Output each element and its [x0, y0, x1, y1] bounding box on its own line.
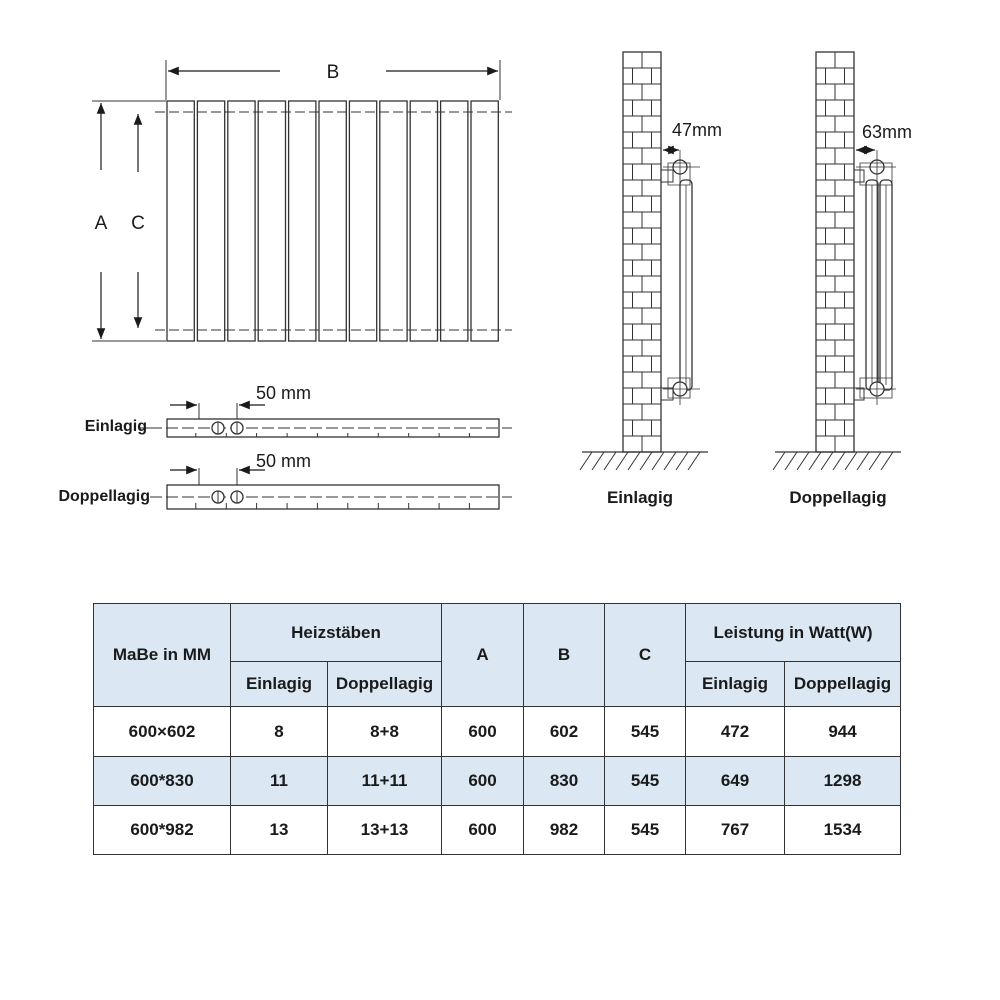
- cell-c: 545: [605, 806, 686, 855]
- cell-watt-doppellagig: 1534: [785, 806, 901, 855]
- tube-spacing-double-label: 50 mm: [256, 451, 312, 471]
- cell-size: 600×602: [94, 707, 231, 757]
- header-b: B: [524, 604, 605, 707]
- table-row: [94, 806, 901, 855]
- cell-einlagig: 8: [231, 707, 328, 757]
- radiator-panel: [349, 101, 376, 341]
- top-view-double: [58, 451, 512, 509]
- cell-c: 545: [605, 707, 686, 757]
- cell-a: 600: [442, 757, 524, 806]
- header-size: MaBe in MM: [94, 604, 231, 707]
- radiator-panel: [319, 101, 346, 341]
- front-view: [92, 60, 512, 341]
- side-view-single: [580, 52, 722, 507]
- side-label-double: Doppellagig: [789, 488, 887, 507]
- spec-table: [93, 603, 901, 855]
- cell-watt-einlagig: 649: [686, 757, 785, 806]
- wall-gap-single-label: 47mm: [672, 120, 723, 140]
- header-doppellagig-heizstaeben: Doppellagig: [328, 662, 442, 707]
- radiator-panel: [441, 101, 468, 341]
- cell-c: 545: [605, 757, 686, 806]
- radiator-panel: [258, 101, 285, 341]
- radiator-panel: [471, 101, 498, 341]
- table-row: [94, 757, 901, 806]
- cell-b: 602: [524, 707, 605, 757]
- dim-c-label: C: [131, 213, 145, 234]
- side-view-double: [773, 52, 912, 507]
- cell-watt-doppellagig: 1298: [785, 757, 901, 806]
- radiator-panel: [197, 101, 224, 341]
- radiator-panel: [289, 101, 316, 341]
- header-heizstaeben: Heizstäben: [231, 604, 442, 662]
- cell-doppellagig: 8+8: [328, 707, 442, 757]
- radiator-panel: [380, 101, 407, 341]
- cell-size: 600*982: [94, 806, 231, 855]
- cell-watt-doppellagig: 944: [785, 707, 901, 757]
- row-label-single: Einlagig: [84, 418, 147, 435]
- table-row: [94, 707, 901, 757]
- cell-doppellagig: 11+11: [328, 757, 442, 806]
- cell-size: 600*830: [94, 757, 231, 806]
- header-einlagig-leistung: Einlagig: [686, 662, 785, 707]
- cell-watt-einlagig: 767: [686, 806, 785, 855]
- cell-watt-einlagig: 472: [686, 707, 785, 757]
- cell-a: 600: [442, 707, 524, 757]
- cell-a: 600: [442, 806, 524, 855]
- wall-gap-double-label: 63mm: [862, 122, 913, 142]
- radiator-panel: [167, 101, 194, 341]
- row-label-double: Doppellagig: [58, 488, 150, 505]
- cell-b: 830: [524, 757, 605, 806]
- header-c: C: [605, 604, 686, 707]
- cell-b: 982: [524, 806, 605, 855]
- cell-doppellagig: 13+13: [328, 806, 442, 855]
- radiator-panel: [228, 101, 255, 341]
- radiator-panel: [410, 101, 437, 341]
- cell-einlagig: 13: [231, 806, 328, 855]
- top-view-single: [85, 383, 512, 437]
- dim-a-label: A: [94, 213, 108, 234]
- radiator-panels: [167, 101, 498, 341]
- header-einlagig-heizstaeben: Einlagig: [231, 662, 328, 707]
- header-a: A: [442, 604, 524, 707]
- header-leistung: Leistung in Watt(W): [686, 604, 901, 662]
- side-label-single: Einlagig: [606, 488, 674, 507]
- header-doppellagig-leistung: Doppellagig: [785, 662, 901, 707]
- cell-einlagig: 11: [231, 757, 328, 806]
- tube-spacing-single-label: 50 mm: [256, 383, 312, 403]
- dim-b-label: B: [326, 62, 340, 83]
